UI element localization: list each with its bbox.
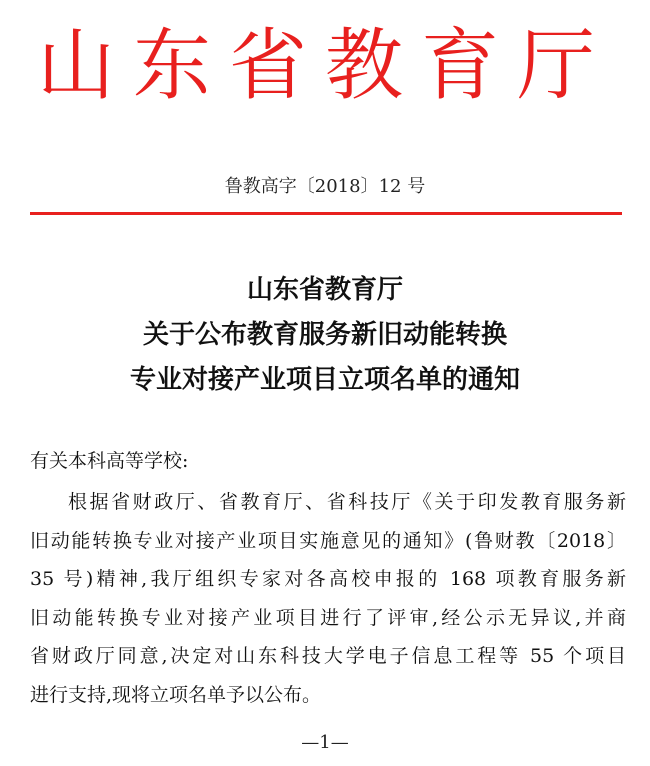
document-title (0, 268, 650, 403)
title-line-3: 专业对接产业项目立项名单的通知 (129, 365, 520, 395)
body-line-1: 根据省财政厅、省教育厅、省科技厅《关于印发教育服务新 (68, 491, 626, 513)
body-line-6: 进行支持,现将立项名单予以公布。 (30, 683, 322, 706)
body-line-5: 省财政厅同意,决定对山东科技大学电子信息工程等 55 个项目 (30, 645, 626, 668)
masthead-org-name: 山东省教育厅 (36, 21, 613, 111)
body-line-3: 35 号)精神,我厅组织专家对各高校申报的 168 项教育服务新 (30, 568, 626, 591)
body-line-4: 旧动能转换专业对接产业项目进行了评审,经公示无异议,并商 (30, 606, 626, 629)
document-number: 鲁教高字〔2018〕12 号 (224, 176, 426, 197)
page-number: —1— (301, 732, 349, 753)
body-paragraph (30, 483, 626, 715)
addressee: 有关本科高等学校: (30, 450, 189, 472)
body-line-2: 旧动能转换专业对接产业项目实施意见的通知》(鲁财教〔2018〕 (30, 529, 626, 552)
red-separator-line (30, 212, 622, 215)
title-line-2: 关于公布教育服务新旧动能转换 (142, 320, 507, 350)
title-line-1: 山东省教育厅 (246, 275, 403, 305)
